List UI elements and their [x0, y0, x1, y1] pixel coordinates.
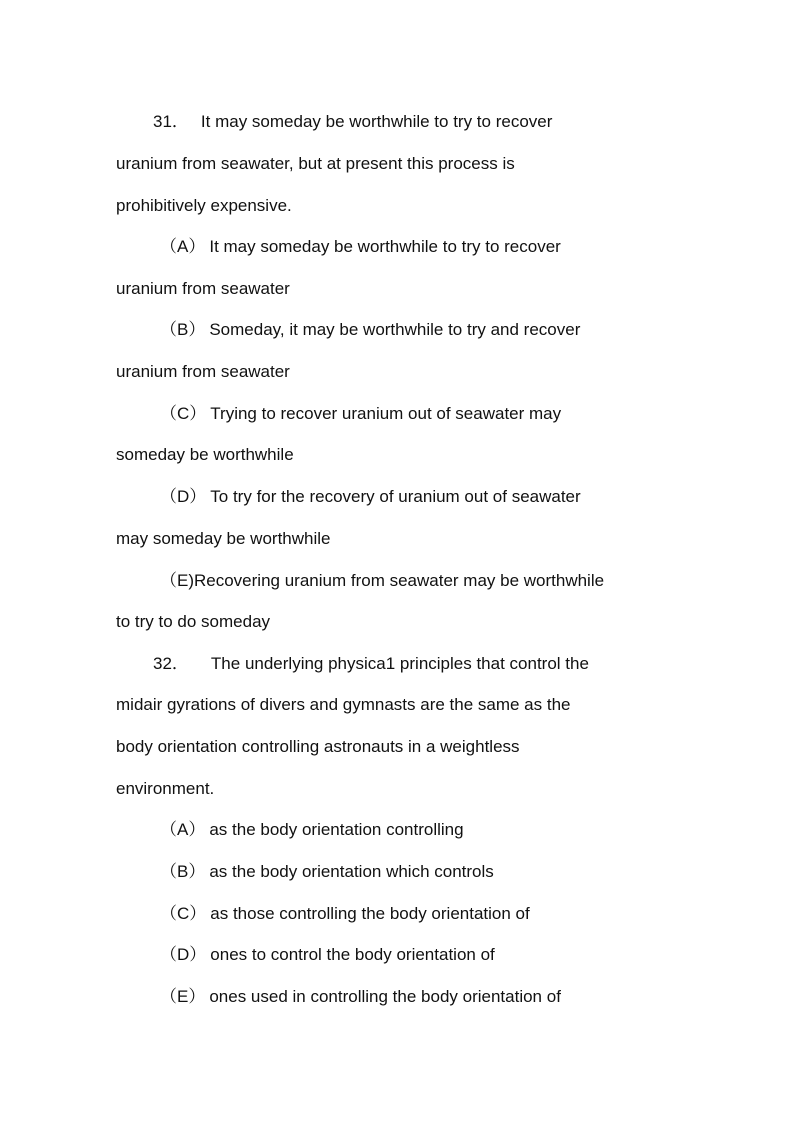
question-32-stem-line-1 [153, 653, 589, 675]
option-label: （C） [160, 404, 207, 423]
option-label: （B） [160, 862, 206, 881]
option-label: （B） [160, 320, 206, 339]
option-31-d-continuation: may someday be worthwhile [116, 529, 331, 548]
option-text: as the body orientation controlling [209, 820, 464, 839]
option-31-d [160, 486, 581, 508]
option-32-b [160, 861, 494, 883]
question-31-stem-line-1 [153, 111, 552, 133]
option-label: （E） [160, 987, 206, 1006]
option-text: ones used in controlling the body orientation of [209, 987, 561, 1006]
option-31-e [160, 570, 604, 592]
option-31-b [160, 319, 580, 341]
option-text: Recovering uranium from seawater may be worthwhile [194, 571, 605, 590]
option-31-c-continuation: someday be worthwhile [116, 445, 294, 464]
option-text: To try for the recovery of uranium out of seawater [210, 487, 581, 506]
question-32-stem-line-3: body orientation controlling astronauts in a weightless [116, 737, 520, 756]
option-label: （A） [160, 237, 206, 256]
option-text: It may someday be worthwhile to try to recover [209, 237, 561, 256]
option-text: ones to control the body orientation of [210, 945, 495, 964]
option-text: as the body orientation which controls [209, 862, 494, 881]
option-32-e [160, 986, 561, 1008]
option-text: Someday, it may be worthwhile to try and recover [209, 320, 581, 339]
option-label: （A） [160, 820, 206, 839]
option-32-d [160, 944, 495, 966]
option-label: （C） [160, 904, 207, 923]
option-31-b-continuation: uranium from seawater [116, 362, 290, 381]
question-number: 32． [153, 654, 189, 673]
option-label: （D） [160, 487, 207, 506]
question-number: 31． [153, 112, 189, 131]
option-31-c [160, 403, 561, 425]
stem-text: The underlying physica1 principles that control the [210, 654, 589, 673]
option-32-c [160, 903, 530, 925]
question-32-stem-line-2: midair gyrations of divers and gymnasts are the same as the [116, 695, 571, 714]
option-label: （E) [160, 571, 194, 590]
option-text: as those controlling the body orientation of [210, 904, 530, 923]
stem-text: It may someday be worthwhile to try to recover [200, 112, 553, 131]
option-31-a [160, 236, 561, 258]
option-text: Trying to recover uranium out of seawater may [210, 404, 562, 423]
option-31-a-continuation: uranium from seawater [116, 279, 290, 298]
question-32-stem-line-4: environment. [116, 779, 215, 798]
question-31-stem-line-3: prohibitively expensive. [116, 196, 292, 215]
question-31-stem-line-2: uranium from seawater, but at present this process is [116, 154, 515, 173]
option-32-a [160, 819, 464, 841]
option-label: （D） [160, 945, 207, 964]
option-31-e-continuation: to try to do someday [116, 612, 271, 631]
